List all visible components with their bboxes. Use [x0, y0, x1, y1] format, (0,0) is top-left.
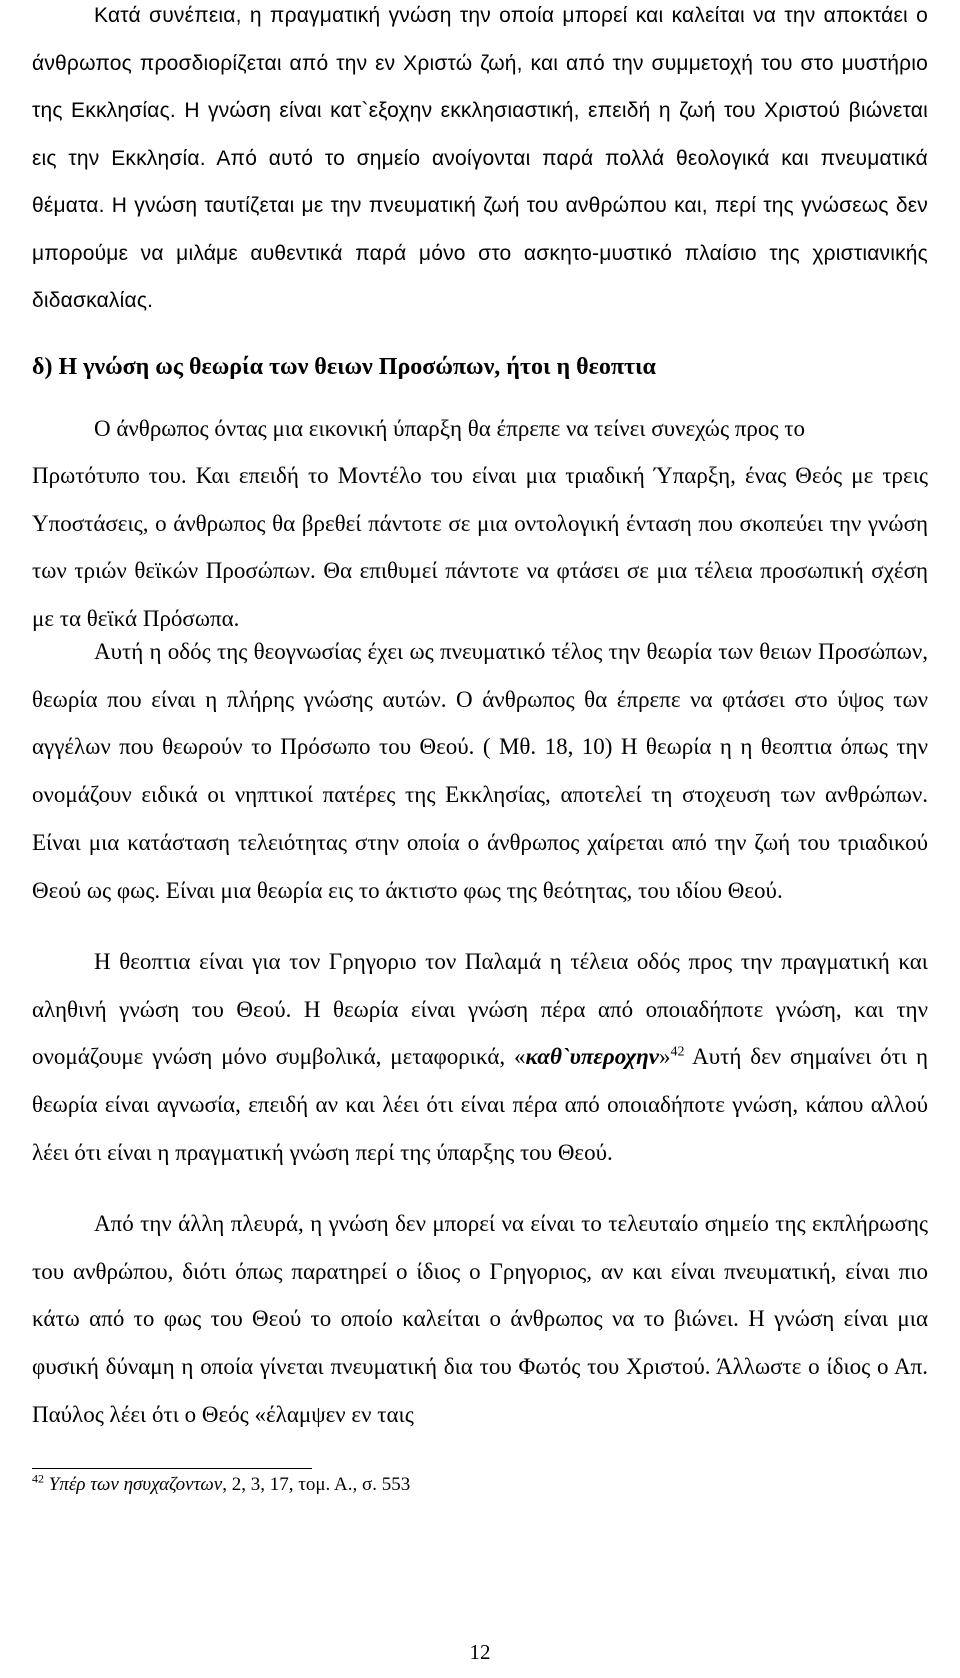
paragraph-2: Πρωτότυπο του. Και επειδή το Μοντέλο του είναι μια τριαδική Ύπαρξη, ένας Θεός με τρεις Υποστάσεις, ο άνθρωπος θα βρεθεί πάντοτε σε μια οντολογική ένταση που σκοπεύει την γνώση των τριών θεϊκών Προσώπων. Θα επιθυμεί πάντοτε να φτάσει σε μια τέλεια προσωπική σχέση με τα θεϊκά Πρόσωπα.	[32, 463, 928, 632]
footnote-title: Υπέρ των ησυχαζοντων	[48, 1474, 223, 1495]
section-heading: δ) Η γνώση ως θεωρία των θειων Προσώπων, ήτοι η θεοπτια	[32, 354, 656, 380]
paragraph-4-text: Η θεοπτια είναι για τον Γρηγοριο τον Παλαμά η τέλεια οδός προς την πραγματική και αληθινή γνώση του Θεού. Η θεωρία είναι γνώση πέρα από οποιαδήποτε γνώση, και την ονομάζουμε γνώση μόνο συμβολικά, μεταφορικά,	[32, 949, 928, 1070]
quote-close: »	[659, 1044, 671, 1070]
paragraph-4	[32, 938, 928, 1177]
footnote-divider	[32, 1468, 312, 1469]
paragraph-2-first-line: Ο άνθρωπος όντας μια εικονική ύπαρξη θα έπρεπε να τείνει συνεχώς προς το	[94, 416, 805, 441]
footnote-mark: 42	[32, 1471, 44, 1486]
quote-open: «	[514, 1044, 526, 1070]
paragraph-5: Από την άλλη πλευρά, η γνώση δεν μπορεί να είναι το τελευταίο σημείο της εκπλήρωσης του ανθρώπου, διότι όπως παρατηρεί ο ίδιος ο Γρηγοριος, αν και είναι πνευματική, είναι πιο κάτω από το φως του Θεού το οποίο καλείται ο άνθρωπος να το βιώνει. Η γνώση είναι μια φυσική δύναμη η οποία γίνεται πνευματική δια του Φωτός του Χριστού. Άλλωστε ο ίδιος ο Απ. Παύλος λέει ότι ο Θεός «έλαμψεν εν ταις	[32, 1211, 928, 1427]
footnote	[32, 1471, 411, 1496]
emphasis-term: καθ`υπεροχην	[525, 1044, 660, 1070]
page-number: 12	[469, 1640, 491, 1664]
paragraph-4-text-cont: Αυτή δεν σημαίνει ότι η θεωρία είναι αγνωσία, επειδή αν και λέει ότι είναι πέρα από οποιαδήποτε γνώση, κάπου αλλού λέει ότι είναι η πραγματική γνώση περί της ύπαρξης του Θεού.	[32, 1044, 928, 1165]
footnote-rest: , 2, 3, 17, τομ. Α., σ. 553	[222, 1474, 411, 1495]
paragraph-1: Κατά συνέπεια, η πραγματική γνώση την οποία μπορεί και καλείται να την αποκτάει ο άνθρωπος προσδιορίζεται από την εν Χριστώ ζωή, και από την συμμετοχή του στο μυστήριο της Εκκλησίας. Η γνώση είναι κατ`εξοχην εκκλησιαστική, επειδή η ζωή του Χριστού βιώνεται εις την Εκκλησία. Από αυτό το σημείο ανοίγονται παρά πολλά θεολογικά και πνευματικά θέματα. Η γνώση ταυτίζεται με την πνευματική ζωή του ανθρώπου και, περί της γνώσεως δεν μπορούμε να μιλάμε αυθεντικά παρά μόνο στο ασκητο-μυστικό πλαίσιο της χριστιανικής διδασκαλίας.	[32, 4, 928, 312]
paragraph-3: Αυτή η οδός της θεογνωσίας έχει ως πνευματικό τέλος την θεωρία των θειων Προσώπων, θεωρία που είναι η πλήρης γνώσης αυτών. Ο άνθρωπος θα έπρεπε να φτάσει στο ύψος των αγγέλων που θεωρούν το Πρόσωπο του Θεού. ( Μθ. 18, 10) Η θεωρία η η θεοπτια όπως την ονομάζουν ειδικά οι νηπτικοί πατέρες της Εκκλησίας, αποτελεί τη στοχευση των ανθρώπων. Είναι μια κατάσταση τελειότητας στην οποία ο άνθρωπος χαίρεται από την ζωή του τριαδικού Θεού ως φως. Είναι μια θεωρία εις το άκτιστο φως της θεότητας, του ιδίου Θεού.	[32, 639, 928, 903]
footnote-ref: 42	[670, 1044, 685, 1060]
